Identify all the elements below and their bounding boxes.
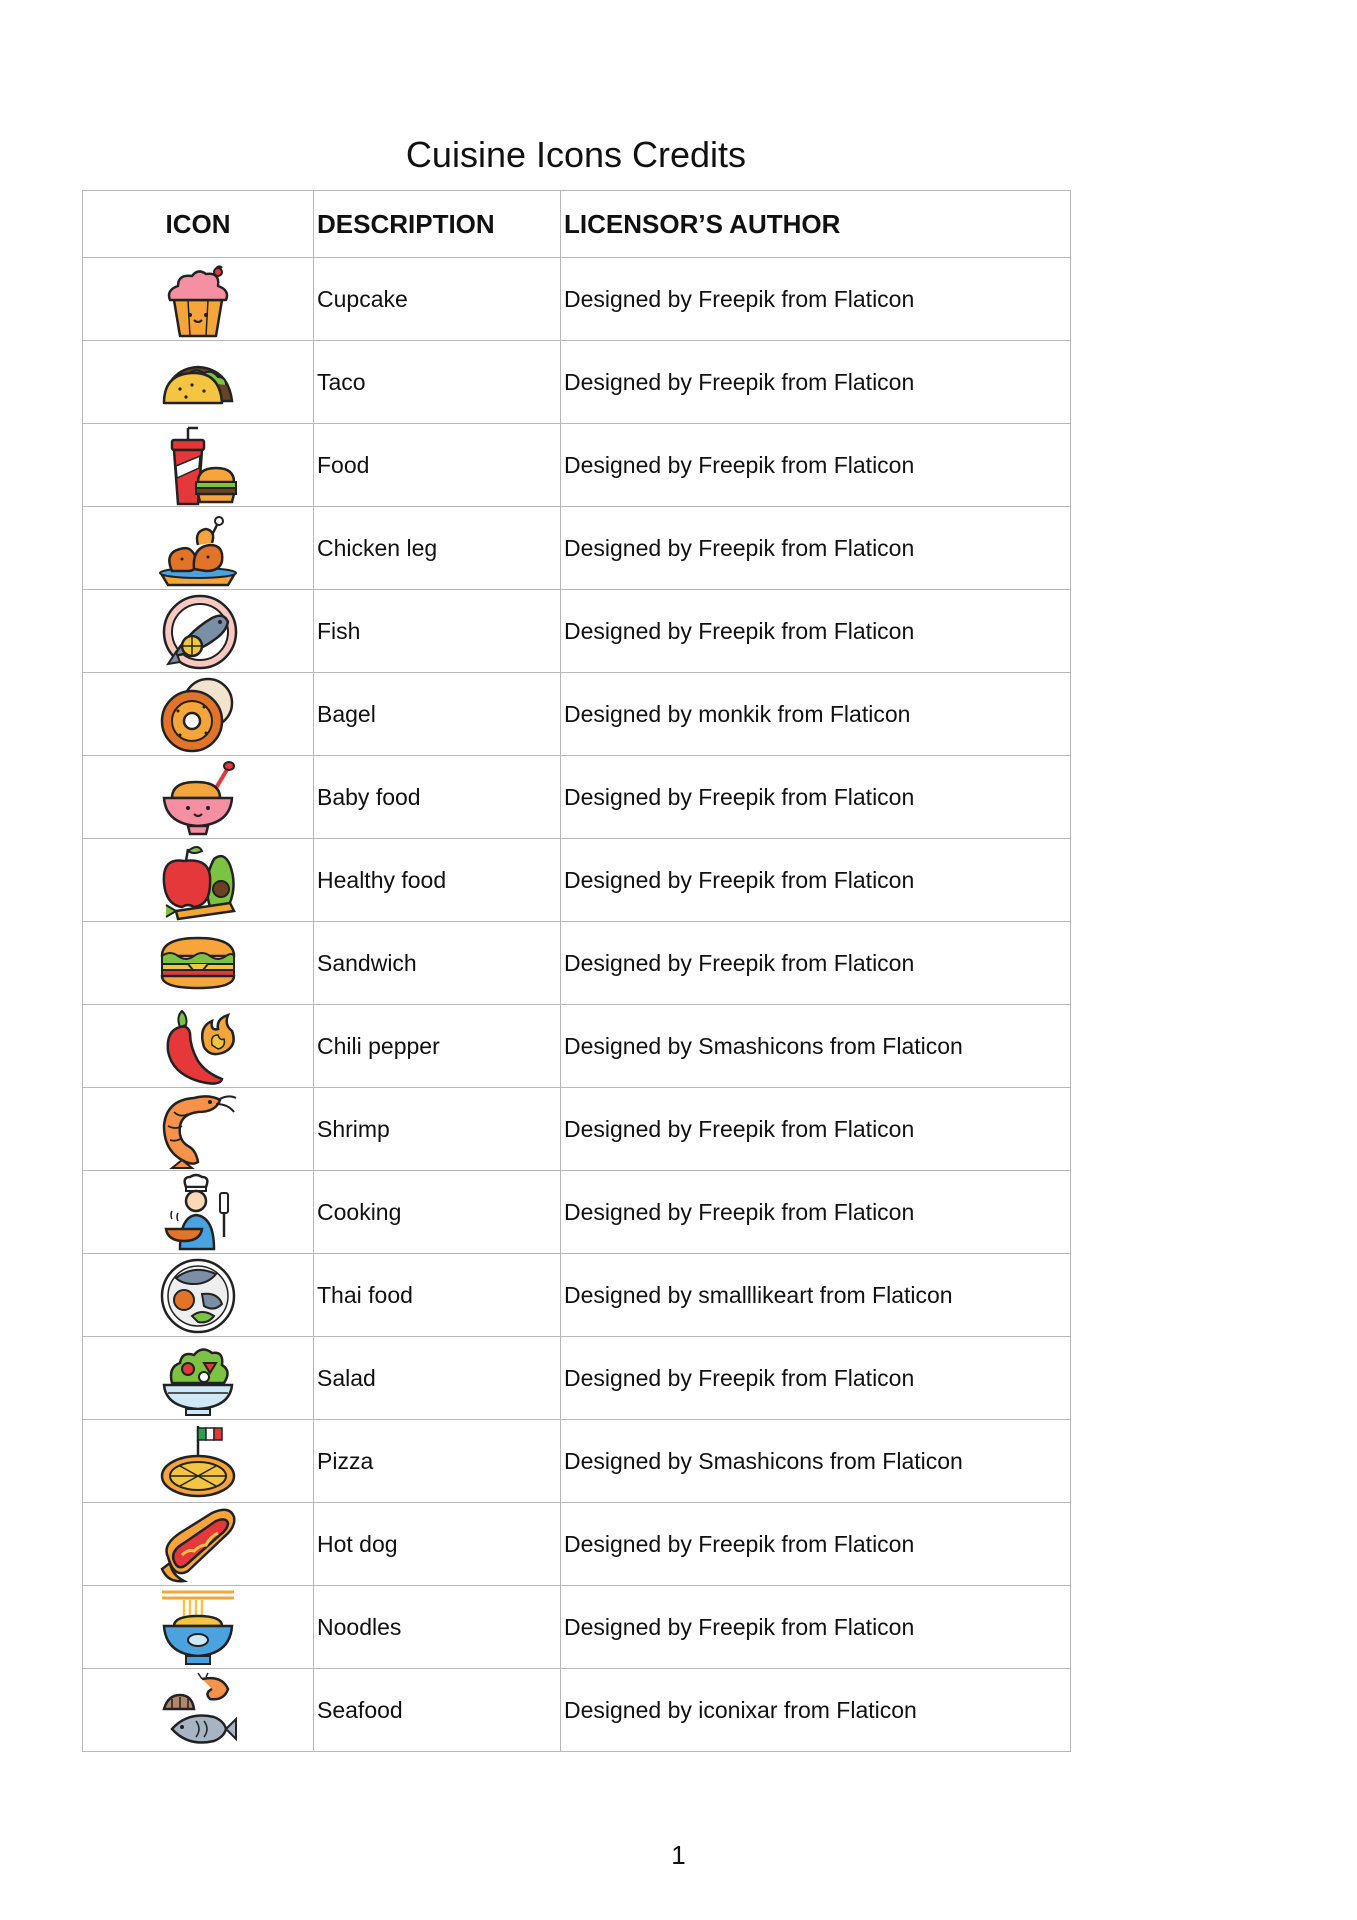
icon-cell (83, 507, 314, 590)
table-row (83, 1254, 1071, 1337)
author-cell: Designed by Freepik from Flaticon (561, 341, 1071, 424)
author-cell: Designed by Freepik from Flaticon (561, 1586, 1071, 1669)
description-cell: Food (314, 424, 561, 507)
author-cell: Designed by Freepik from Flaticon (561, 507, 1071, 590)
author-cell: Designed by Freepik from Flaticon (561, 922, 1071, 1005)
table-row (83, 673, 1071, 756)
author-cell: Designed by Freepik from Flaticon (561, 756, 1071, 839)
author-cell: Designed by monkik from Flaticon (561, 673, 1071, 756)
table-row (83, 1420, 1071, 1503)
author-cell: Designed by Freepik from Flaticon (561, 1088, 1071, 1171)
description-cell: Bagel (314, 673, 561, 756)
seafood-icon (157, 1671, 239, 1751)
icon-cell (83, 756, 314, 839)
icon-cell (83, 1337, 314, 1420)
icon-cell (83, 922, 314, 1005)
description-cell: Healthy food (314, 839, 561, 922)
icon-cell (83, 1669, 314, 1752)
thai-food-icon (157, 1256, 239, 1336)
table-row (83, 1586, 1071, 1669)
author-cell: Designed by Freepik from Flaticon (561, 1337, 1071, 1420)
table-row (83, 1669, 1071, 1752)
baby-food-icon (157, 758, 239, 838)
description-cell: Cupcake (314, 258, 561, 341)
table-row (83, 590, 1071, 673)
description-cell: Seafood (314, 1669, 561, 1752)
author-cell: Designed by Freepik from Flaticon (561, 590, 1071, 673)
icon-cell (83, 1005, 314, 1088)
icon-cell (83, 1254, 314, 1337)
chili-pepper-icon (157, 1007, 239, 1087)
page-title: Cuisine Icons Credits (405, 134, 747, 175)
table-row (83, 1503, 1071, 1586)
description-cell: Cooking (314, 1171, 561, 1254)
description-cell: Hot dog (314, 1503, 561, 1586)
icon-cell (83, 341, 314, 424)
icon-cell (83, 590, 314, 673)
column-header-description: DESCRIPTION (314, 191, 561, 258)
description-cell: Salad (314, 1337, 561, 1420)
icon-cell (83, 1088, 314, 1171)
description-cell: Taco (314, 341, 561, 424)
author-cell: Designed by smalllikeart from Flaticon (561, 1254, 1071, 1337)
description-cell: Fish (314, 590, 561, 673)
hot-dog-icon (157, 1505, 239, 1585)
table-row (83, 1171, 1071, 1254)
table-row (83, 1337, 1071, 1420)
table-row (83, 507, 1071, 590)
shrimp-icon (157, 1090, 239, 1170)
author-cell: Designed by Freepik from Flaticon (561, 1171, 1071, 1254)
icon-cell (83, 1503, 314, 1586)
chicken-leg-icon (157, 509, 239, 589)
pizza-icon (157, 1422, 239, 1502)
credits-table (82, 190, 1071, 1752)
description-cell: Pizza (314, 1420, 561, 1503)
noodles-icon (157, 1588, 239, 1668)
table-row (83, 1088, 1071, 1171)
table-row (83, 341, 1071, 424)
author-cell: Designed by Freepik from Flaticon (561, 258, 1071, 341)
author-cell: Designed by Smashicons from Flaticon (561, 1005, 1071, 1088)
healthy-food-icon (157, 841, 239, 921)
table-row (83, 839, 1071, 922)
icon-cell (83, 424, 314, 507)
salad-icon (157, 1339, 239, 1419)
author-cell: Designed by Freepik from Flaticon (561, 1503, 1071, 1586)
cupcake-icon (157, 260, 239, 340)
icon-cell (83, 1586, 314, 1669)
author-cell: Designed by Smashicons from Flaticon (561, 1420, 1071, 1503)
table-header-row (83, 191, 1071, 258)
cooking-icon (157, 1173, 239, 1253)
description-cell: Shrimp (314, 1088, 561, 1171)
food-icon (157, 426, 239, 506)
description-cell: Sandwich (314, 922, 561, 1005)
column-header-icon: ICON (83, 191, 314, 258)
table-row (83, 258, 1071, 341)
table-row (83, 756, 1071, 839)
author-cell: Designed by Freepik from Flaticon (561, 839, 1071, 922)
bagel-icon (157, 675, 239, 755)
fish-icon (157, 592, 239, 672)
description-cell: Thai food (314, 1254, 561, 1337)
taco-icon (157, 343, 239, 423)
table-row (83, 922, 1071, 1005)
description-cell: Chicken leg (314, 507, 561, 590)
table-row (83, 1005, 1071, 1088)
icon-cell (83, 839, 314, 922)
icon-cell (83, 258, 314, 341)
column-header-author: LICENSOR’S AUTHOR (561, 191, 1071, 258)
page-number: 1 (671, 1840, 686, 1870)
icon-cell (83, 1171, 314, 1254)
description-cell: Noodles (314, 1586, 561, 1669)
icon-cell (83, 1420, 314, 1503)
description-cell: Baby food (314, 756, 561, 839)
icon-cell (83, 673, 314, 756)
sandwich-icon (157, 924, 239, 1004)
author-cell: Designed by Freepik from Flaticon (561, 424, 1071, 507)
author-cell: Designed by iconixar from Flaticon (561, 1669, 1071, 1752)
table-row (83, 424, 1071, 507)
description-cell: Chili pepper (314, 1005, 561, 1088)
